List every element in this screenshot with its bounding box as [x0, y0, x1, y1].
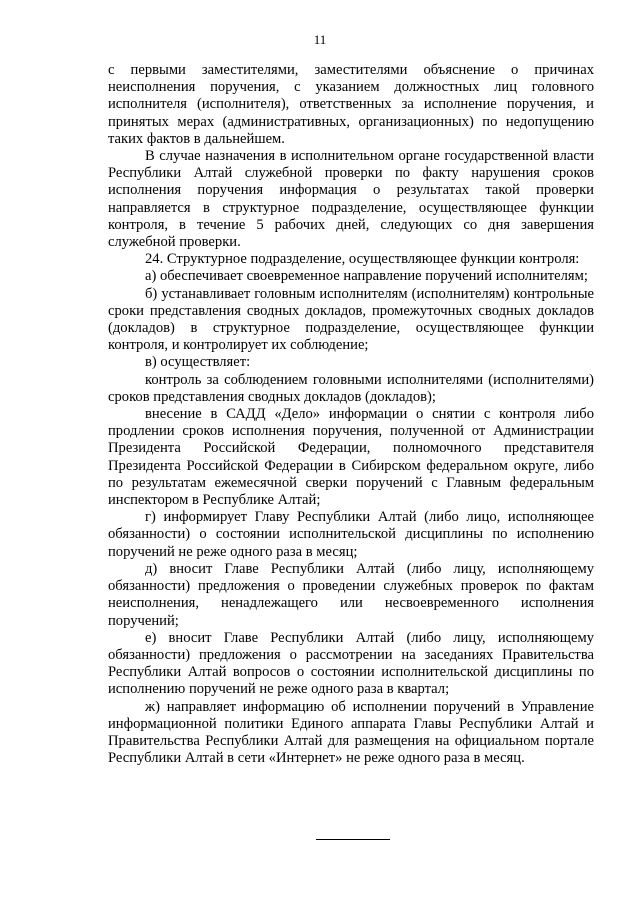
paragraph-subitem-a: а) обеспечивает своевременное направление поручений исполнителям; [145, 268, 588, 285]
paragraph-subitem-g: г) информирует Главу Республики Алтай (либо лицо, исполняющее обязанности) о состоянии исполнительской дисциплины по исполнению поручений не реже одного раза в месяц; [108, 509, 594, 560]
end-of-document-rule [316, 839, 390, 840]
page-number: 11 [313, 32, 327, 47]
paragraph-subitem-b: б) устанавливает головным исполнителям (исполнителям) контрольные сроки представления сводных докладов, промежуточных сводных докладов (докладов) в структурное подразделение, осуществляющее функции контроля, и контролирует их соблюдение; [108, 285, 594, 354]
paragraph-subitem-d: д) вносит Главе Республики Алтай (либо лицу, исполняющему обязанности) предложения о проведении служебных проверок по фактам неисполнения, ненадлежащего или несвоевременного исполнения поручений; [108, 560, 594, 629]
paragraph-subitem-zh: ж) направляет информацию об исполнении поручений в Управление информационной политики Единого аппарата Главы Республики Алтай и Правительства Республики Алтай для размещения на официальном портале Республики Алтай в сети «Интернет» не реже одного раза в месяц. [108, 698, 594, 767]
paragraph-sadd-entry: внесение в САДД «Дело» информации о снятии с контроля либо продлении сроков исполнения поручения, полученной от Администрации Президента Российской Федерации, полномочного представителя Президента Российской Федерации в Сибирском федеральном округе, либо по результатам ежемесячной сверки поручений с Главным федеральным инспектором в Республике Алтай; [108, 406, 594, 509]
document-body [108, 62, 594, 767]
paragraph-control-deadlines: контроль за соблюдением головными исполнителями (исполнителями) сроков представления сводных докладов (докладов); [108, 371, 594, 405]
paragraph-subitem-e: е) вносит Главе Республики Алтай (либо лицу, исполняющему обязанности) предложения о рассмотрении на заседаниях Правительства Республики Алтай вопросов о состоянии исполнительской дисциплины по исполнению поручений не реже одного раза в квартал; [108, 629, 594, 698]
paragraph-continuation: с первыми заместителями, заместителями объяснение о причинах неисполнения поручения, с указанием должностных лиц головного исполнителя (исполнителя), ответственных за исполнение поручения, и принятых мерах (административных, организационных) по недопущению таких фактов в дальнейшем. [108, 62, 594, 147]
paragraph-service-check: В случае назначения в исполнительном органе государственной власти Республики Алтай служебной проверки по факту нарушения сроков исполнения поручения информация о результатах такой проверки направляется в структурное подразделение, осуществляющее функции контроля, в течение 5 рабочих дней, следующих со дня завершения служебной проверки. [108, 148, 594, 251]
paragraph-subitem-v: в) осуществляет: [145, 354, 251, 371]
paragraph-item-24: 24. Структурное подразделение, осуществляющее функции контроля: [145, 251, 580, 268]
